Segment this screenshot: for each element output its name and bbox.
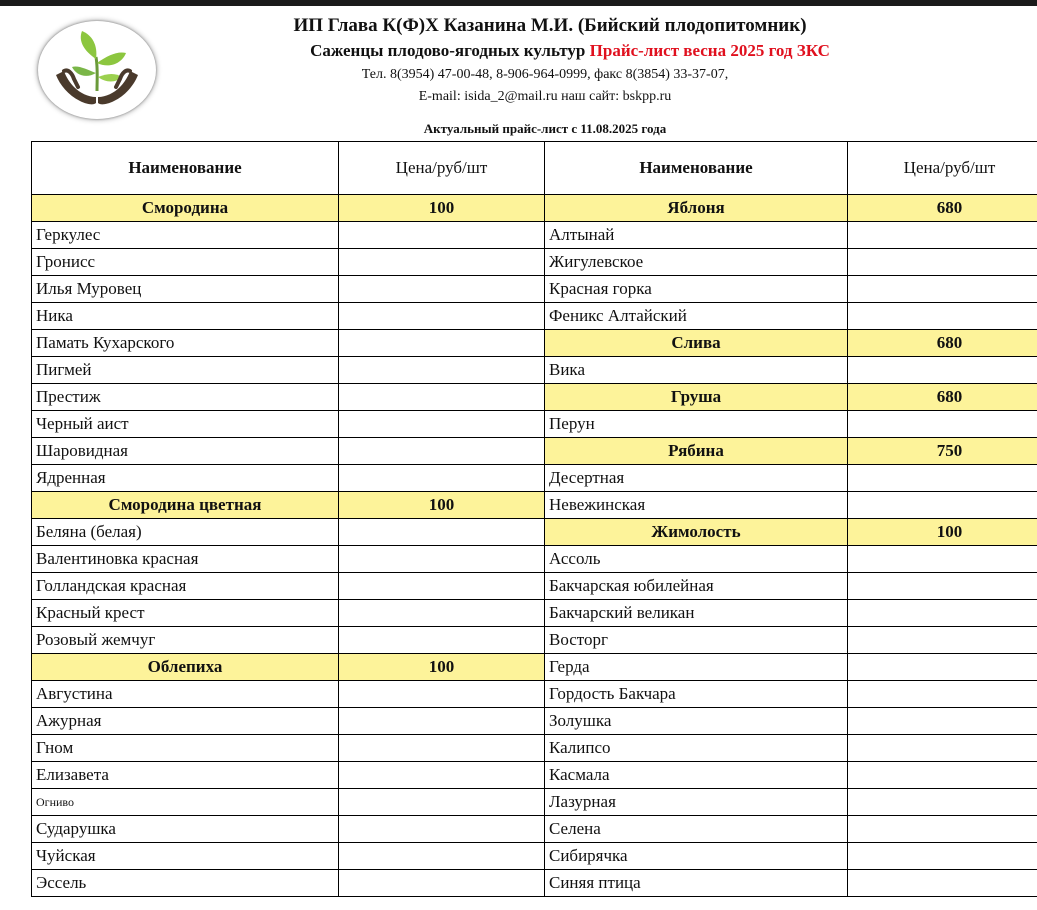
variety-name: Розовый жемчуг bbox=[32, 627, 339, 654]
table-row bbox=[32, 384, 1037, 411]
price-cell bbox=[848, 276, 1037, 303]
table-row bbox=[32, 222, 1037, 249]
variety-name: Лазурная bbox=[545, 789, 848, 816]
price-cell bbox=[339, 681, 545, 708]
variety-name: Беляна (белая) bbox=[32, 519, 339, 546]
variety-name: Сударушка bbox=[32, 816, 339, 843]
price-table bbox=[31, 141, 1037, 897]
price-cell bbox=[339, 276, 545, 303]
column-header-price: Цена/руб/шт bbox=[339, 142, 545, 195]
variety-name: Ассоль bbox=[545, 546, 848, 573]
variety-name: Красная горка bbox=[545, 276, 848, 303]
price-cell bbox=[339, 411, 545, 438]
price-cell bbox=[339, 708, 545, 735]
variety-name: Августина bbox=[32, 681, 339, 708]
table-row bbox=[32, 870, 1037, 897]
price-cell bbox=[339, 627, 545, 654]
table-row bbox=[32, 357, 1037, 384]
table-row bbox=[32, 195, 1037, 222]
price-cell bbox=[848, 357, 1037, 384]
price-cell bbox=[848, 492, 1037, 519]
price-cell bbox=[339, 249, 545, 276]
category-name: Облепиха bbox=[32, 654, 339, 681]
variety-name: Геркулес bbox=[32, 222, 339, 249]
table-row bbox=[32, 249, 1037, 276]
table-row bbox=[32, 492, 1037, 519]
price-cell bbox=[339, 573, 545, 600]
price-cell bbox=[339, 222, 545, 249]
table-row bbox=[32, 600, 1037, 627]
contacts-line: Тел. 8(3954) 47-00-48, 8-906-964-0999, факс 8(3854) 33-37-07, bbox=[361, 67, 729, 82]
price-cell bbox=[339, 357, 545, 384]
variety-name: Селена bbox=[545, 816, 848, 843]
price-cell bbox=[339, 816, 545, 843]
price-cell bbox=[848, 735, 1037, 762]
price-cell bbox=[339, 735, 545, 762]
category-name: Рябина bbox=[545, 438, 848, 465]
price-cell bbox=[339, 303, 545, 330]
category-price: 680 bbox=[848, 330, 1037, 357]
table-row bbox=[32, 330, 1037, 357]
price-cell bbox=[848, 789, 1037, 816]
variety-name: Восторг bbox=[545, 627, 848, 654]
variety-name: Вика bbox=[545, 357, 848, 384]
variety-name: Голландская красная bbox=[32, 573, 339, 600]
variety-name: Касмала bbox=[545, 762, 848, 789]
company-title: ИП Глава К(Ф)Х Казанина М.И. (Бийский плодопитомник) bbox=[293, 15, 807, 36]
category-name: Смородина цветная bbox=[32, 492, 339, 519]
variety-name: Пигмей bbox=[32, 357, 339, 384]
variety-name: Феникс Алтайский bbox=[545, 303, 848, 330]
table-header-row bbox=[32, 142, 1037, 195]
price-cell bbox=[848, 600, 1037, 627]
variety-name: Ядренная bbox=[32, 465, 339, 492]
variety-name: Жигулевское bbox=[545, 249, 848, 276]
price-cell bbox=[339, 384, 545, 411]
price-cell bbox=[339, 330, 545, 357]
variety-name: Престиж bbox=[32, 384, 339, 411]
table-row bbox=[32, 303, 1037, 330]
category-price: 680 bbox=[848, 384, 1037, 411]
variety-name: Черный аист bbox=[32, 411, 339, 438]
price-cell bbox=[848, 870, 1037, 897]
table-row bbox=[32, 654, 1037, 681]
variety-name: Синяя птица bbox=[545, 870, 848, 897]
variety-name: Калипсо bbox=[545, 735, 848, 762]
price-cell bbox=[848, 303, 1037, 330]
price-cell bbox=[339, 789, 545, 816]
price-cell bbox=[339, 438, 545, 465]
price-list-title: Прайс-лист весна 2025 год ЗКС bbox=[589, 41, 830, 60]
variety-name: Эссель bbox=[32, 870, 339, 897]
variety-name: Бакчарская юбилейная bbox=[545, 573, 848, 600]
variety-name: Огниво bbox=[32, 789, 339, 816]
price-cell bbox=[848, 627, 1037, 654]
subtitle bbox=[0, 41, 1037, 61]
price-cell bbox=[339, 519, 545, 546]
price-cell bbox=[848, 681, 1037, 708]
subtitle-text: Саженцы плодово-ягодных культур bbox=[310, 41, 586, 60]
variety-name: Сибирячка bbox=[545, 843, 848, 870]
email-line: E-mail: isida_2@mail.ru наш сайт: bskpp.ru bbox=[418, 89, 672, 104]
category-name: Смородина bbox=[32, 195, 339, 222]
variety-name: Невежинская bbox=[545, 492, 848, 519]
table-row bbox=[32, 843, 1037, 870]
actual-date-line: Актуальный прайс-лист с 11.08.2025 года bbox=[423, 121, 667, 136]
price-cell bbox=[339, 465, 545, 492]
variety-name: Золушка bbox=[545, 708, 848, 735]
table-row bbox=[32, 735, 1037, 762]
price-cell bbox=[339, 600, 545, 627]
category-price: 680 bbox=[848, 195, 1037, 222]
price-cell bbox=[848, 708, 1037, 735]
price-cell bbox=[848, 465, 1037, 492]
variety-name: Гном bbox=[32, 735, 339, 762]
variety-name: Ажурная bbox=[32, 708, 339, 735]
price-cell bbox=[339, 762, 545, 789]
variety-name: Алтынай bbox=[545, 222, 848, 249]
price-cell bbox=[848, 762, 1037, 789]
price-cell bbox=[848, 654, 1037, 681]
category-name: Груша bbox=[545, 384, 848, 411]
table-row bbox=[32, 465, 1037, 492]
variety-name: Чуйская bbox=[32, 843, 339, 870]
table-row bbox=[32, 681, 1037, 708]
price-cell bbox=[848, 816, 1037, 843]
column-header-price: Цена/руб/шт bbox=[848, 142, 1037, 195]
variety-name: Десертная bbox=[545, 465, 848, 492]
variety-name: Памать Кухарского bbox=[32, 330, 339, 357]
price-cell bbox=[848, 546, 1037, 573]
category-price: 750 bbox=[848, 438, 1037, 465]
price-cell bbox=[848, 249, 1037, 276]
table-row bbox=[32, 816, 1037, 843]
variety-name: Илья Муровец bbox=[32, 276, 339, 303]
variety-name: Валентиновка красная bbox=[32, 546, 339, 573]
column-header-name: Наименование bbox=[545, 142, 848, 195]
table-row bbox=[32, 546, 1037, 573]
price-cell bbox=[848, 573, 1037, 600]
price-cell bbox=[339, 870, 545, 897]
price-cell bbox=[339, 843, 545, 870]
table-row bbox=[32, 573, 1037, 600]
table-row bbox=[32, 789, 1037, 816]
category-price: 100 bbox=[339, 492, 545, 519]
table-row bbox=[32, 762, 1037, 789]
table-row bbox=[32, 519, 1037, 546]
variety-name: Бакчарский великан bbox=[545, 600, 848, 627]
top-border bbox=[0, 0, 1037, 6]
category-name: Жимолость bbox=[545, 519, 848, 546]
category-price: 100 bbox=[848, 519, 1037, 546]
table-row bbox=[32, 708, 1037, 735]
table-row bbox=[32, 411, 1037, 438]
price-cell bbox=[848, 411, 1037, 438]
table-row bbox=[32, 276, 1037, 303]
variety-name: Красный крест bbox=[32, 600, 339, 627]
category-price: 100 bbox=[339, 654, 545, 681]
variety-name: Шаровидная bbox=[32, 438, 339, 465]
price-cell bbox=[848, 843, 1037, 870]
category-name: Яблоня bbox=[545, 195, 848, 222]
price-cell bbox=[339, 546, 545, 573]
category-price: 100 bbox=[339, 195, 545, 222]
variety-name: Гронисс bbox=[32, 249, 339, 276]
variety-name: Елизавета bbox=[32, 762, 339, 789]
variety-name: Герда bbox=[545, 654, 848, 681]
variety-name: Гордость Бакчара bbox=[545, 681, 848, 708]
column-header-name: Наименование bbox=[32, 142, 339, 195]
table-row bbox=[32, 627, 1037, 654]
variety-name: Перун bbox=[545, 411, 848, 438]
table-row bbox=[32, 438, 1037, 465]
variety-name: Ника bbox=[32, 303, 339, 330]
category-name: Слива bbox=[545, 330, 848, 357]
price-cell bbox=[848, 222, 1037, 249]
